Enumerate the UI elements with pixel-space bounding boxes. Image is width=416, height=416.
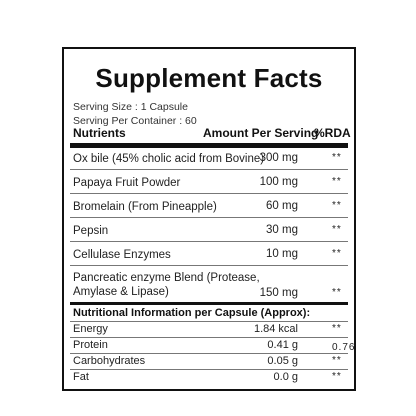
row-divider [70,353,348,354]
nutrition-amount: 0.0 g [273,371,298,383]
header-nutrients: Nutrients [73,126,126,140]
nutrient-amount: 300 mg [259,152,298,164]
row-divider [70,337,348,338]
nutrient-name-continued: Amylase & Lipase) [73,286,169,298]
header-amount: Amount Per Serving [203,126,319,140]
nutrient-amount: 150 mg [259,287,298,299]
nutrition-name: Fat [73,371,89,383]
nutrient-rda: ** [332,152,342,163]
nutrient-rda: ** [332,176,342,187]
row-divider [70,321,348,322]
supplement-facts-panel [62,47,356,391]
nutrient-name: Bromelain (From Pineapple) [73,201,217,213]
nutrition-amount: 0.05 g [267,355,298,367]
section-divider [70,302,348,305]
nutrient-name: Pancreatic enzyme Blend (Protease, [73,272,260,284]
nutrient-rda: ** [332,224,342,235]
header-rda: %RDA [314,126,351,140]
row-divider [70,169,348,170]
row-divider [70,217,348,218]
nutrient-rda: ** [332,287,342,298]
panel-title: Supplement Facts [95,63,323,93]
nutrition-rda: ** [332,323,342,334]
nutrient-amount: 100 mg [259,176,298,188]
nutrient-name: Papaya Fruit Powder [73,177,181,189]
nutritional-info-title: Nutritional Information per Capsule (Approx): [73,307,311,319]
nutrient-amount: 10 mg [266,248,298,260]
row-divider [70,193,348,194]
row-divider [70,369,348,370]
nutrient-name: Ox bile (45% cholic acid from Bovine) [73,153,265,165]
row-divider [70,241,348,242]
nutrient-rda: ** [332,248,342,259]
nutrition-amount: 1.84 kcal [253,323,298,335]
nutrition-name: Protein [73,339,108,351]
nutrient-rda: ** [332,200,342,211]
nutrition-name: Carbohydrates [73,355,146,367]
nutrient-amount: 30 mg [266,224,298,236]
row-divider [70,265,348,266]
nutrient-amount: 60 mg [266,200,298,212]
nutrient-name: Cellulase Enzymes [73,249,171,261]
header-divider [70,143,348,148]
serving-size: Serving Size : 1 Capsule [73,101,188,113]
nutrition-rda: ** [332,355,342,366]
nutrient-name: Pepsin [73,225,109,237]
nutrition-rda: 0.76 [332,342,356,353]
nutrition-name: Energy [73,323,108,335]
nutrition-rda: ** [332,371,342,382]
table-header [64,126,354,142]
serving-per-container: Serving Per Container : 60 [73,115,197,127]
nutrition-amount: 0.41 g [267,339,298,351]
